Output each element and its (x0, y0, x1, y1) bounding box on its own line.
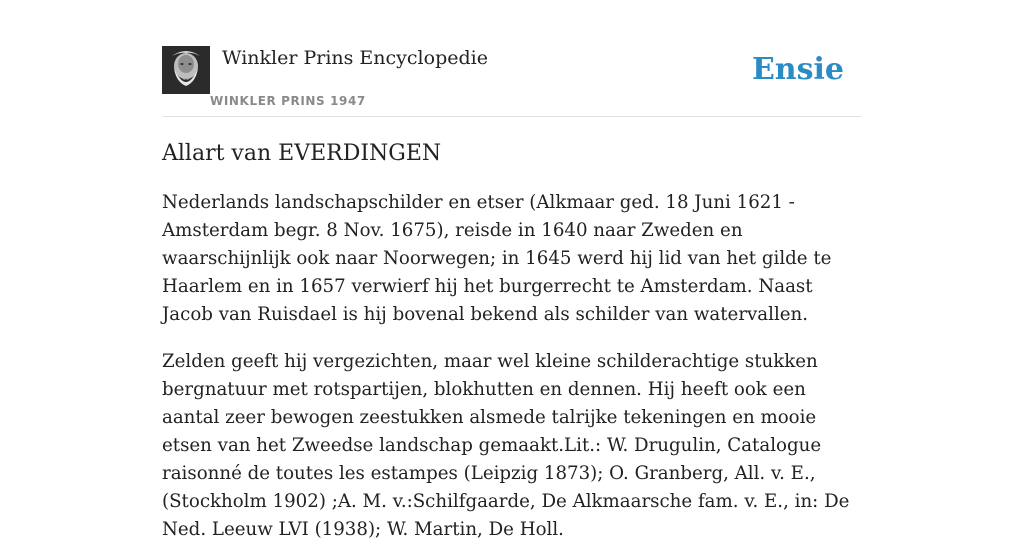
bearded-man-portrait-icon (162, 46, 210, 94)
article-title: Allart van EVERDINGEN (162, 141, 442, 166)
article (162, 138, 862, 544)
author-avatar[interactable] (162, 46, 210, 94)
article-paragraph-1: Nederlands landschapschilder en etser (Alkmaar ged. 18 Juni 1621 - Amsterdam begr. 8 Nov. 1675), reisde in 1640 naar Zweden en waarschijnlijk ook naar Noorwegen; in 1645 werd hij lid van het gilde te Haarlem en in 1657 verwierf hij het burgerrecht te Amsterdam. Naast Jacob van Ruisdael is hij bovenal bekend als schilder van watervallen. (162, 192, 832, 325)
site-title[interactable]: Winkler Prins Encyclopedie (222, 47, 488, 69)
edition-label: WINKLER PRINS 1947 (210, 94, 366, 108)
site-header (162, 46, 862, 117)
brand-logo-link[interactable]: Ensie (751, 52, 844, 87)
article-paragraph-2: Zelden geeft hij vergezichten, maar wel kleine schilderachtige stukken bergnatuur met rotspartijen, blokhutten en dennen. Hij heeft ook een aantal zeer bewogen zeestukken alsmede talrijke tekeningen en mooie etsen van het Zweedse landschap gemaakt.Lit.: W. Drugulin, Catalogue raisonné de toutes les estampes (Leipzig 1873); O. Granberg, All. v. E., (Stockholm 1902) ;A. M. v.:Schilfgaarde, De Alkmaarsche fam. v. E., in: De Ned. Leeuw LVI (1938); W. Martin, De Holl. (162, 351, 850, 540)
